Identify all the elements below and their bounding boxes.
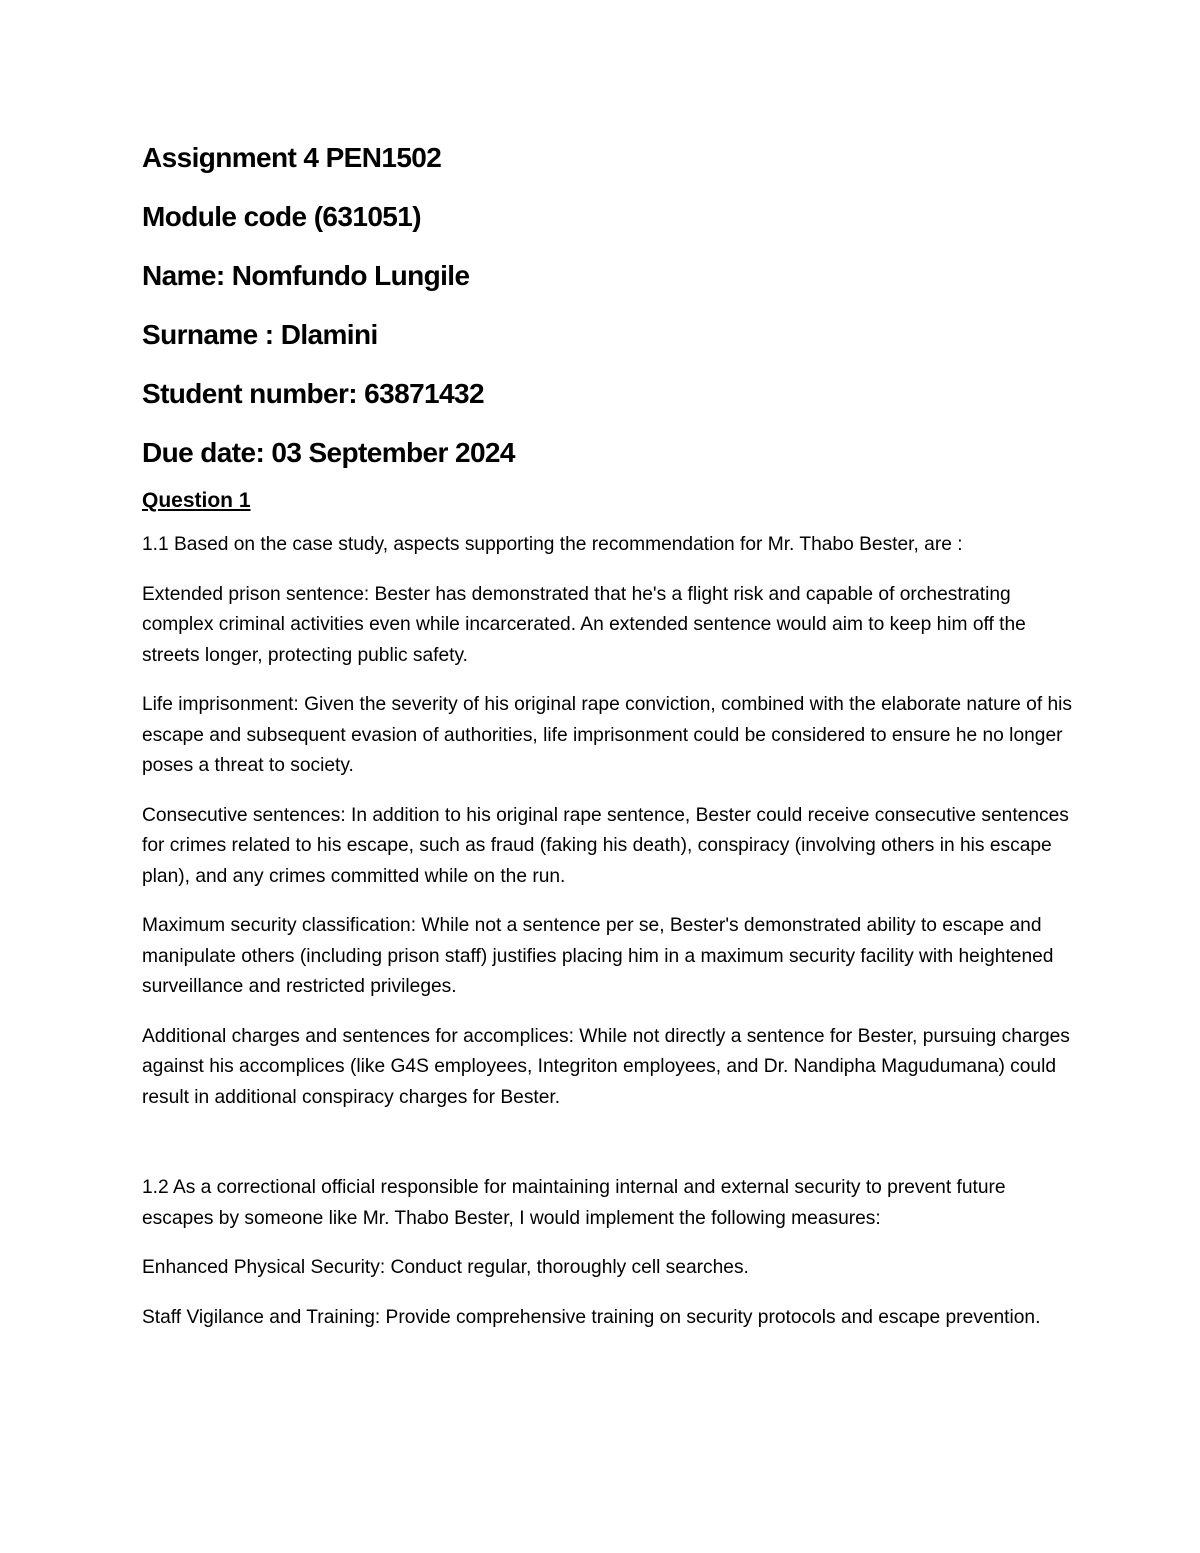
q1-1-point: Consecutive sentences: In addition to his original rape sentence, Bester could receive consecutive sentences for crimes related to his escape, such as fraud (faking his death), conspiracy (involving others in his escape plan), and any crimes committed while on the run.	[142, 804, 1069, 887]
due-date: Due date: 03 September 2024	[142, 437, 515, 468]
q1-1-intro: 1.1 Based on the case study, aspects supporting the recommendation for Mr. Thabo Bester, are :	[142, 534, 963, 555]
document-page	[142, 138, 1082, 1352]
assignment-title: Assignment 4 PEN1502	[142, 142, 442, 173]
q1-2-point: Staff Vigilance and Training: Provide comprehensive training on security protocols and escape prevention.	[142, 1306, 1041, 1328]
q1-1-point: Additional charges and sentences for accomplices: While not directly a sentence for Bester, pursuing charges against his accomplices (like G4S employees, Integriton employees, and Dr. Nandipha Magudumana) could result in additional conspiracy charges for Bester.	[142, 1025, 1070, 1108]
q1-2-intro: 1.2 As a correctional official responsible for maintaining internal and external security to prevent future escapes by someone like Mr. Thabo Bester, I would implement the following measures:	[142, 1177, 1006, 1229]
q1-2-point: Enhanced Physical Security: Conduct regular, thoroughly cell searches.	[142, 1257, 749, 1278]
q1-1-point: Extended prison sentence: Bester has demonstrated that he's a flight risk and capable of orchestrating complex criminal activities even while incarcerated. An extended sentence would aim to keep him off the streets longer, protecting public safety.	[142, 583, 1026, 666]
question-1-title: Question 1	[142, 489, 251, 512]
q1-1-point: Life imprisonment: Given the severity of his original rape conviction, combined with the elaborate nature of his escape and subsequent evasion of authorities, life imprisonment could be considered to ensure he no longer poses a threat to society.	[142, 694, 1073, 776]
module-code: Module code (631051)	[142, 201, 421, 232]
student-name: Name: Nomfundo Lungile	[142, 260, 470, 291]
blank-line	[142, 1132, 1082, 1173]
student-number: Student number: 63871432	[142, 378, 484, 409]
q1-1-point: Maximum security classification: While not a sentence per se, Bester's demonstrated ability to escape and manipulate others (including prison staff) justifies placing him in a maximum security facility with heightened surveillance and restricted privileges.	[142, 915, 1054, 997]
student-surname: Surname : Dlamini	[142, 319, 378, 350]
